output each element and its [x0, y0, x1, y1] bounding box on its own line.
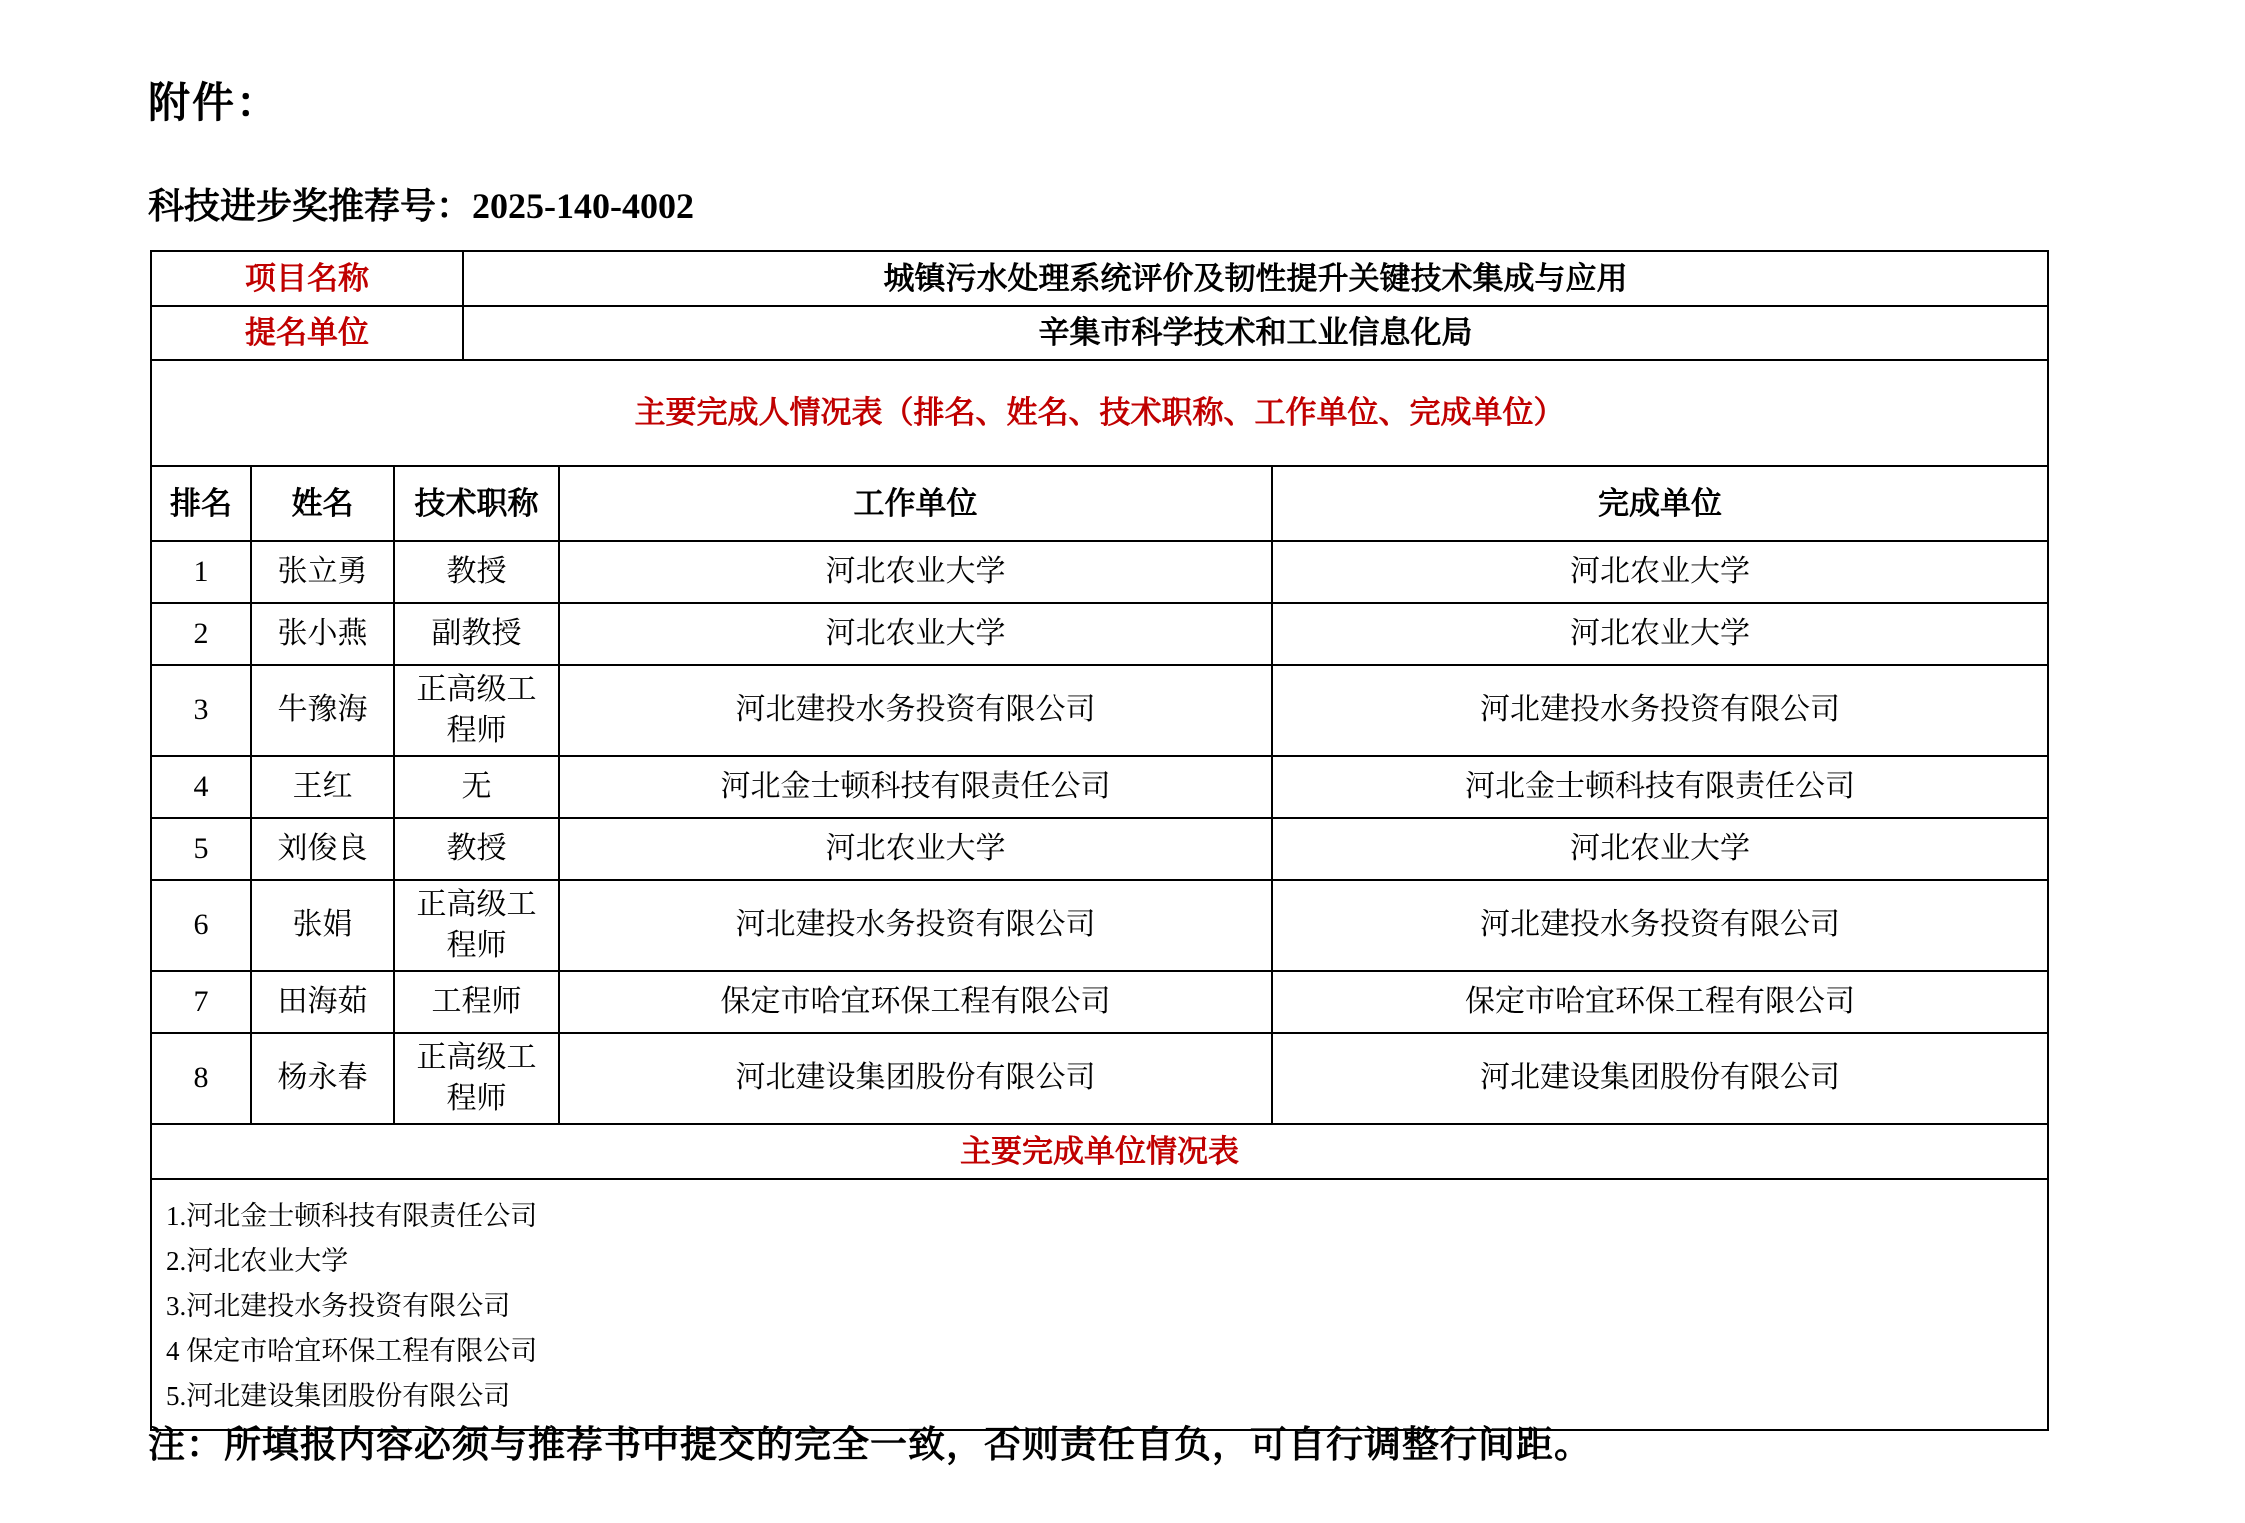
completion-unit-item: 5.河北建设集团股份有限公司	[166, 1381, 511, 1411]
recommendation-label: 科技进步奖推荐号：	[148, 186, 473, 226]
project-name-label: 项目名称	[151, 251, 463, 306]
cell-completion-unit: 保定市哈宜环保工程有限公司	[1272, 971, 2048, 1033]
cell-rank: 3	[151, 665, 251, 756]
cell-work-unit: 保定市哈宜环保工程有限公司	[559, 971, 1272, 1033]
cell-work-unit: 河北建投水务投资有限公司	[559, 665, 1272, 756]
cell-completion-unit: 河北金士顿科技有限责任公司	[1272, 756, 2048, 818]
cell-completion-unit: 河北建投水务投资有限公司	[1272, 880, 2048, 971]
cell-title: 无	[394, 756, 559, 818]
cell-work-unit: 河北建投水务投资有限公司	[559, 880, 1272, 971]
cell-name: 田海茹	[251, 971, 394, 1033]
attachment-heading: 附件：	[148, 81, 281, 127]
nominator-row	[151, 306, 2048, 360]
table-row	[151, 756, 2048, 818]
table-row	[151, 971, 2048, 1033]
project-name-value: 城镇污水处理系统评价及韧性提升关键技术集成与应用	[463, 251, 2048, 306]
cell-title: 教授	[394, 818, 559, 880]
cell-title: 副教授	[394, 603, 559, 665]
cell-name: 王红	[251, 756, 394, 818]
cell-name: 张娟	[251, 880, 394, 971]
cell-rank: 1	[151, 541, 251, 603]
cell-title: 正高级工程师	[394, 1033, 559, 1124]
cell-completion-unit: 河北建设集团股份有限公司	[1272, 1033, 2048, 1124]
completion-units-title-row	[151, 1124, 2048, 1179]
cell-name: 张立勇	[251, 541, 394, 603]
completion-unit-item: 3.河北建投水务投资有限公司	[166, 1291, 511, 1321]
cell-completion-unit: 河北农业大学	[1272, 603, 2048, 665]
cell-title: 工程师	[394, 971, 559, 1033]
recommendation-number-line	[148, 178, 694, 229]
cell-name: 牛豫海	[251, 665, 394, 756]
completion-unit-item: 4 保定市哈宜环保工程有限公司	[166, 1336, 538, 1366]
cell-title: 教授	[394, 541, 559, 603]
cell-completion-unit: 河北农业大学	[1272, 541, 2048, 603]
table-row	[151, 1033, 2048, 1124]
completion-units-title: 主要完成单位情况表	[151, 1124, 2048, 1179]
cell-title: 正高级工程师	[394, 665, 559, 756]
table-row	[151, 541, 2048, 603]
project-name-row	[151, 251, 2048, 306]
cell-rank: 7	[151, 971, 251, 1033]
completion-units-list	[151, 1179, 2048, 1430]
cell-rank: 8	[151, 1033, 251, 1124]
cell-rank: 6	[151, 880, 251, 971]
cell-rank: 4	[151, 756, 251, 818]
column-header-title: 技术职称	[394, 466, 559, 541]
cell-name: 刘俊良	[251, 818, 394, 880]
column-header-name: 姓名	[251, 466, 394, 541]
cell-rank: 5	[151, 818, 251, 880]
column-header-row	[151, 466, 2048, 541]
completers-title: 主要完成人情况表（排名、姓名、技术职称、工作单位、完成单位）	[151, 360, 2048, 466]
cell-completion-unit: 河北建投水务投资有限公司	[1272, 665, 2048, 756]
cell-work-unit: 河北农业大学	[559, 603, 1272, 665]
cell-work-unit: 河北建设集团股份有限公司	[559, 1033, 1272, 1124]
cell-title: 正高级工程师	[394, 880, 559, 971]
cell-name: 张小燕	[251, 603, 394, 665]
completers-title-row	[151, 360, 2048, 466]
completion-unit-item: 2.河北农业大学	[166, 1246, 349, 1276]
footer-note: 注：所填报内容必须与推荐书中提交的完全一致，否则责任自负，可自行调整行间距。	[148, 1425, 1592, 1466]
cell-rank: 2	[151, 603, 251, 665]
cell-work-unit: 河北金士顿科技有限责任公司	[559, 756, 1272, 818]
column-header-completion-unit: 完成单位	[1272, 466, 2048, 541]
cell-completion-unit: 河北农业大学	[1272, 818, 2048, 880]
nominator-value: 辛集市科学技术和工业信息化局	[463, 306, 2048, 360]
column-header-work-unit: 工作单位	[559, 466, 1272, 541]
table-row	[151, 665, 2048, 756]
cell-work-unit: 河北农业大学	[559, 541, 1272, 603]
completion-units-row	[151, 1179, 2048, 1430]
column-header-rank: 排名	[151, 466, 251, 541]
table-row	[151, 818, 2048, 880]
cell-work-unit: 河北农业大学	[559, 818, 1272, 880]
nominator-label: 提名单位	[151, 306, 463, 360]
cell-name: 杨永春	[251, 1033, 394, 1124]
table-row	[151, 880, 2048, 971]
table-row	[151, 603, 2048, 665]
recommendation-number: 2025-140-4002	[472, 186, 694, 226]
completion-unit-item: 1.河北金士顿科技有限责任公司	[166, 1201, 538, 1231]
award-recommendation-table	[150, 250, 2049, 1431]
